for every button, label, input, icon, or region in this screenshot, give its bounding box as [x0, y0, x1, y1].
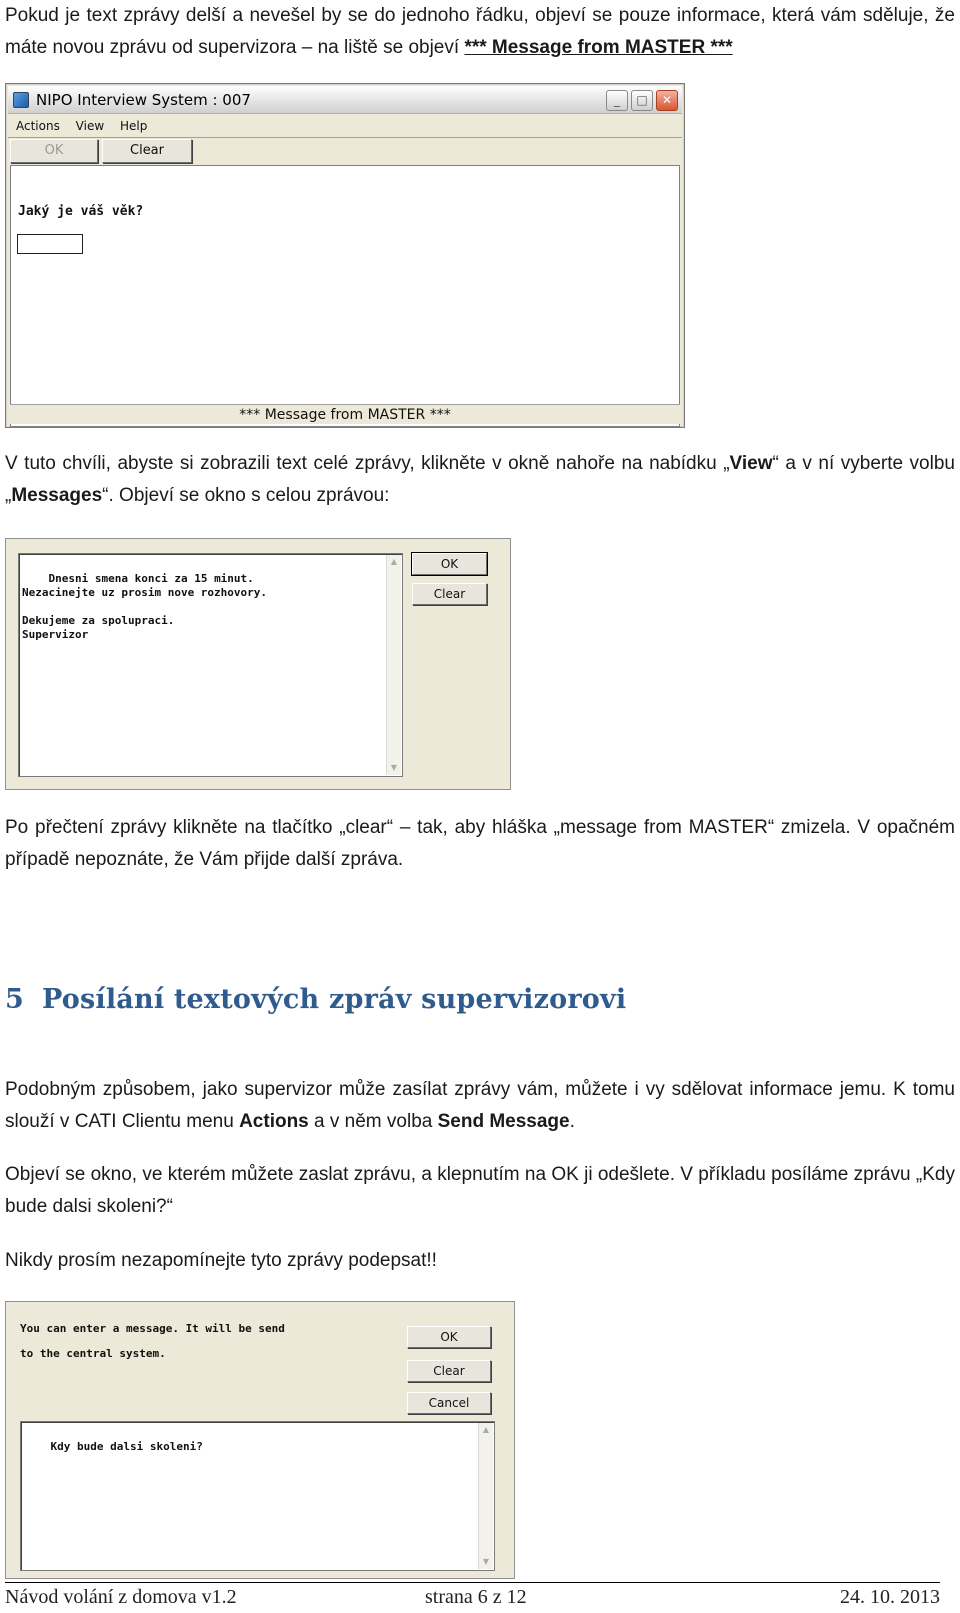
scroll-down-icon[interactable]: ▼: [482, 1557, 490, 1566]
close-icon[interactable]: ✕: [656, 90, 678, 111]
send-bold-actions: Actions: [239, 1111, 309, 1132]
send-paragraph-1: [5, 1074, 955, 1138]
view-text-2: “ a v ní vyberte volbu „: [5, 453, 955, 506]
view-text-1: V tuto chvíli, abyste si zobrazili text celé zprávy, klikněte v okně nahoře na nabídku „: [5, 453, 730, 474]
clear-button[interactable]: Clear: [102, 139, 192, 163]
send-prompt-text: You can enter a message. It will be send to the central system.: [20, 1322, 285, 1360]
clear-paragraph: Po přečtení zprávy klikněte na tlačítko „clear“ – tak, aby hláška „message from MASTER“ zmizela. V opačném případě nepoznáte, že Vám přijde další zpráva.: [5, 817, 955, 870]
scroll-up-icon[interactable]: ▲: [482, 1425, 490, 1434]
menu-help[interactable]: Help: [119, 119, 148, 133]
ok-button[interactable]: OK: [412, 553, 487, 575]
status-message: *** Message from MASTER ***: [239, 407, 451, 423]
app-icon: [13, 92, 29, 108]
messages-window: [5, 538, 511, 790]
send-bold-send-message: Send Message: [437, 1111, 570, 1132]
menu-actions[interactable]: Actions: [16, 119, 60, 133]
clear-button[interactable]: Clear: [412, 583, 487, 605]
button-bar: [8, 137, 682, 163]
footer-document-title: Návod volání z domova v1.2: [5, 1586, 237, 1608]
section-number: 5: [5, 984, 24, 1015]
question-text: Jaký je váš věk?: [18, 204, 144, 219]
menu-bar: [8, 115, 682, 137]
send-text-1: Podobným způsobem, jako supervizor může zasílat zprávy vám, můžete i vy sdělovat informace jemu. K tomu slouží v CATI Clientu menu: [5, 1079, 955, 1132]
ok-button[interactable]: OK: [407, 1326, 491, 1348]
status-bar: [10, 404, 680, 424]
page-footer: [5, 1582, 940, 1608]
minimize-icon[interactable]: _: [606, 90, 628, 111]
view-paragraph: [5, 448, 955, 512]
section-heading: [5, 984, 626, 1015]
send-paragraph-3: Nikdy prosím nezapomínejte tyto zprávy podepsat!!: [5, 1250, 437, 1271]
footer-page-number: strana 6 z 12: [425, 1586, 527, 1608]
intro-text: Pokud je text zprávy delší a nevešel by se do jednoho řádku, objeví se pouze informace, která vám sděluje, že máte novou zprávu od supervizora – na liště se objeví: [5, 5, 955, 58]
view-bold-messages: Messages: [11, 485, 103, 506]
send-text-3: .: [569, 1111, 575, 1132]
view-bold-view: View: [729, 453, 773, 474]
answer-input[interactable]: [17, 234, 83, 254]
send-message-window: [5, 1301, 515, 1579]
maximize-icon[interactable]: □: [631, 90, 653, 111]
view-text-3: “. Objeví se okno s celou zprávou:: [102, 485, 390, 506]
cancel-button[interactable]: Cancel: [407, 1392, 491, 1414]
message-from-master-highlight: *** Message from MASTER ***: [464, 37, 733, 58]
message-input-value: Kdy bude dalsi skoleni?: [50, 1440, 203, 1453]
send-paragraph-2: Objeví se okno, ve kterém můžete zaslat zprávu, a klepnutím na OK ji odešlete. V příkladu posíláme zprávu „Kdy bude dalsi skoleni?“: [5, 1164, 955, 1217]
vertical-scrollbar[interactable]: [478, 1423, 493, 1569]
vertical-scrollbar[interactable]: [386, 555, 401, 775]
scroll-up-icon[interactable]: ▲: [390, 557, 398, 566]
menu-view[interactable]: View: [75, 119, 105, 133]
ok-button[interactable]: OK: [10, 139, 98, 163]
send-text-2: a v něm volba: [308, 1111, 438, 1132]
window-titlebar: [8, 86, 682, 114]
scroll-down-icon[interactable]: ▼: [390, 763, 398, 772]
intro-paragraph: [5, 0, 955, 64]
clear-button[interactable]: Clear: [407, 1360, 491, 1382]
section-title: Posílání textových zpráv supervizorovi: [42, 984, 627, 1015]
message-text-area[interactable]: [18, 553, 403, 777]
message-text: Dnesni smena konci za 15 minut. Nezacinejte uz prosim nove rozhovory. Dekujeme za spolupraci. Supervizor: [22, 572, 268, 641]
window-title: NIPO Interview System : 007: [36, 91, 251, 109]
footer-date: 24. 10. 2013: [840, 1586, 940, 1608]
message-input[interactable]: [20, 1421, 495, 1571]
nipo-interview-window: [5, 83, 685, 428]
